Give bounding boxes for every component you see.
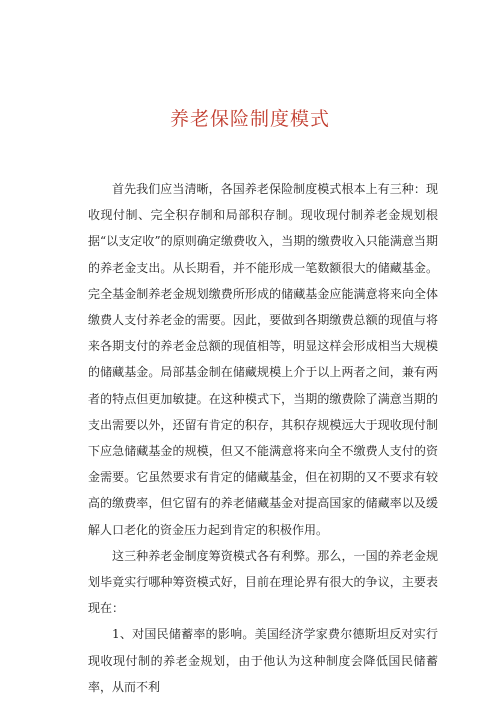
document-title: 养老保险制度模式 <box>169 108 330 130</box>
paragraph-pros-cons: 这三种养老金制度筹资模式各有利弊。那么，一国的养老金规划毕竟实行哪种筹资模式好，目前在理论界有很大的争议，主要表现在： <box>88 548 438 616</box>
paragraph-intro: 首先我们应当清晰，各国养老保险制度模式根本上有三种：现收现付制、完全积存制和局部积存制。现收现付制养老金规划根据“以支定收”的原则确定缴费收入，当期的缴费收入只能满意当期的养老金支出。从长期看，并不能形成一笔数额很大的储藏基金。完全基金制养老金规划缴费所形成的储藏基金应能满意将来向全体缴费人支付养老金的需要。因此，要做到各期缴费总额的现值与将来各期支付的养老金总额的现值相等，明显这样会形成相当大规模的储藏基金。局部基金制在储藏规模上介于以上两者之间，兼有两者的特点但更加敏捷。在这种模式下，当期的缴费除了满意当期的支出需要以外，还留有肯定的积存，其积存规模远大于现收现付制下应急储藏基金的规模，但又不能满意将来向全不缴费人支付的资金需要。它虽然要求有肯定的储藏基金，但在初期的又不要求有较高的缴费率，但它留有的养老储藏基金对提高国家的储藏率以及缓解人口老化的资金压力起到肯定的积极作用。 <box>88 182 438 537</box>
paragraph-savings-impact: 1、对国民储蓄率的影响。美国经济学家费尔德斯坦反对实行现收现付制的养老金规划，由于他认为这种制度会降低国民储蓄率，从而不利 <box>88 627 438 694</box>
document-body <box>88 176 438 700</box>
